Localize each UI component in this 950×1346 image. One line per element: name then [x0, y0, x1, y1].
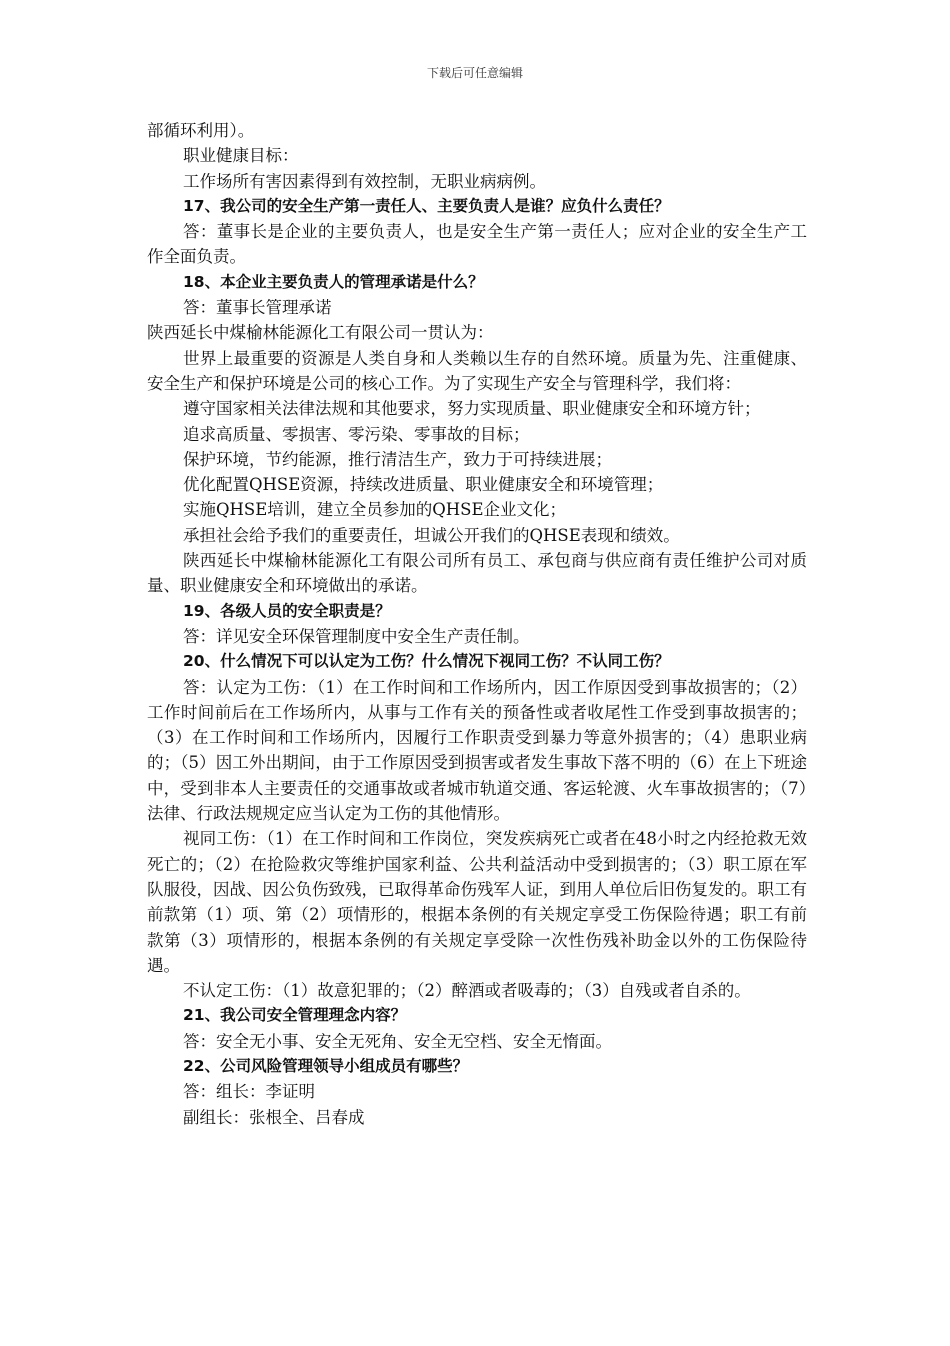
answer-paragraph: 视同工伤：（1）在工作时间和工作岗位，突发疾病死亡或者在48小时之内经抢救无效死亡的；（2）在抢险救灾等维护国家利益、公共利益活动中受到损害的；（3）职工原在军队服役，因战、因公负伤致残，已取得革命伤残军人证，到用人单位后旧伤复发的。职工有前款第（1）项、第（2）项情形的，根据本条例的有关规定享受工伤保险待遇；职工有前款第（3）项情形的，根据本条例的有关规定享受除一次性伤残补助金以外的工伤保险待遇。 [147, 829, 807, 975]
paragraph: 保护环境，节约能源，推行清洁生产，致力于可持续进展； [183, 449, 612, 469]
paragraph: 遵守国家相关法律法规和其他要求，努力实现质量、职业健康安全和环境方针； [183, 399, 761, 419]
paragraph: 陕西延长中煤榆林能源化工有限公司一贯认为： [147, 323, 494, 343]
answer-paragraph: 不认定工伤：（1）故意犯罪的；（2）醉酒或者吸毒的；（3）自残或者自杀的。 [183, 981, 751, 1001]
answer-paragraph: 答：认定为工伤：（1）在工作时间和工作场所内，因工作原因受到事故损害的；（2）工作时间前后在工作场所内，从事与工作有关的预备性或者收尾性工作受到事故损害的；（3）在工作时间和工作场所内，因履行工作职责受到暴力等意外损害的；（4）患职业病的；（5）因工外出期间，由于工作原因受到损害或者发生事故下落不明的（6）在上下班途中，受到非本人主要责任的交通事故或者城市轨道交通、客运轮渡、火车事故损害的；（7）法律、行政法规规定应当认定为工伤的其他情形。 [147, 677, 807, 824]
question-heading: 18、本企业主要负责人的管理承诺是什么？ [183, 272, 484, 291]
paragraph: 职业健康目标： [183, 146, 299, 166]
question-heading: 22、公司风险管理领导小组成员有哪些？ [183, 1056, 469, 1075]
document-body [147, 118, 807, 1130]
page-header: 下载后可任意编辑 [426, 66, 523, 80]
question-heading: 20、什么情况下可以认定为工伤？什么情况下视同工伤？不认同工伤？ [183, 652, 670, 671]
question-heading: 21、我公司安全管理理念内容？ [183, 1006, 407, 1025]
answer-paragraph: 副组长：张根全、吕春成 [183, 1107, 365, 1127]
paragraph: 部循环利用）。 [147, 121, 255, 140]
answer-paragraph: 答：董事长是企业的主要负责人，也是安全生产第一责任人；应对企业的安全生产工作全面负责。 [147, 222, 807, 267]
answer-paragraph: 答：详见安全环保管理制度中安全生产责任制。 [183, 626, 530, 646]
question-heading: 19、各级人员的安全职责是？ [183, 601, 391, 620]
answer-paragraph: 答：组长：李证明 [183, 1082, 315, 1102]
paragraph: 实施QHSE培训，建立全员参加的QHSE企业文化； [183, 500, 567, 520]
question-heading: 17、我公司的安全生产第一责任人、主要负责人是谁？应负什么责任？ [183, 196, 670, 215]
paragraph: 追求高质量、零损害、零污染、零事故的目标； [183, 424, 530, 444]
answer-paragraph: 答：安全无小事、安全无死角、安全无空档、安全无惰面。 [183, 1031, 612, 1051]
paragraph: 工作场所有害因素得到有效控制，无职业病病例。 [183, 171, 546, 191]
paragraph: 优化配置QHSE资源，持续改进质量、职业健康安全和环境管理； [183, 475, 664, 495]
paragraph: 陕西延长中煤榆林能源化工有限公司所有员工、承包商与供应商有责任维护公司对质量、职业健康安全和环境做出的承诺。 [147, 551, 807, 596]
paragraph: 承担社会给予我们的重要责任，坦诚公开我们的QHSE表现和绩效。 [183, 525, 680, 545]
paragraph: 世界上最重要的资源是人类自身和人类赖以生存的自然环境。质量为先、注重健康、安全生产和保护环境是公司的核心工作。为了实现生产安全与管理科学，我们将： [147, 348, 807, 393]
answer-paragraph: 答：董事长管理承诺 [183, 298, 332, 318]
